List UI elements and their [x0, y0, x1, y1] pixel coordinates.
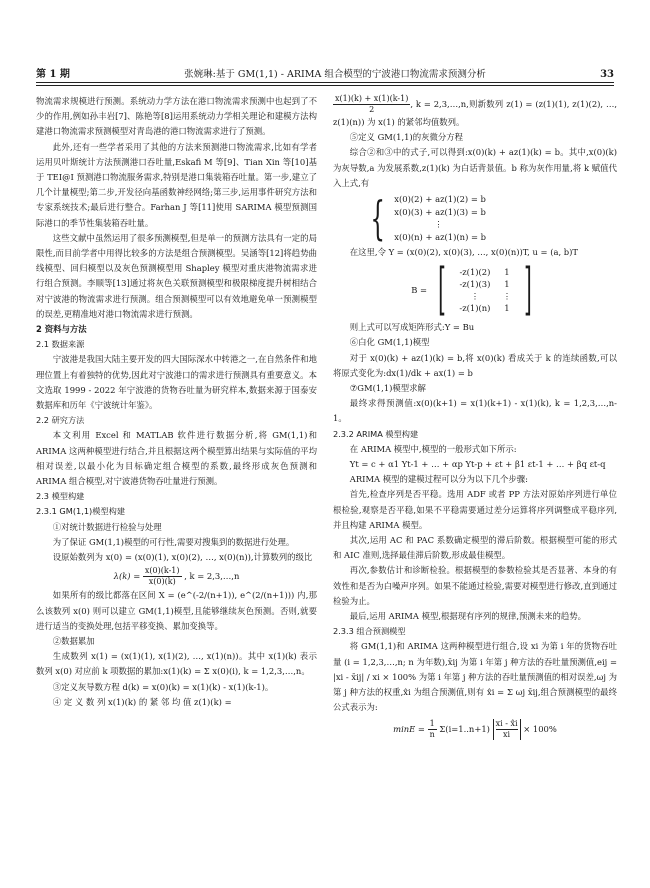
- matrix-cell: ⋮: [502, 291, 512, 302]
- paragraph: 最后,运用 ARIMA 模型,根据现有序列的规律,预测未来的趋势。: [349, 611, 587, 622]
- eq-tail: × 100%: [523, 723, 557, 734]
- equation-ratio: [36, 566, 317, 587]
- brace-symbol: {: [370, 191, 385, 246]
- paragraph: 则上式可以写成矩阵形式:Y = Bu: [349, 322, 475, 333]
- paragraph: 物流需求规模进行预测。系统动力学方法在港口物流需求预测中也起到了不少的作用,例如孙丰岩[7]、陈艳等[8]运用系统动力学相关理论和建模方法构建港口物流需求预测模型对青岛港的港口物流需求进行了预测。: [36, 96, 317, 137]
- equation-line: ⋮: [434, 219, 443, 230]
- eq-numerator: x(0)(k-1): [144, 566, 180, 576]
- step-label: ③定义灰导数方程 d(k) = x(0)(k) = x(1)(k) - x(1)(k-1)。: [52, 681, 274, 692]
- equation-system: [363, 191, 617, 246]
- matrix-B: [333, 257, 617, 323]
- matrix-cell: ⋮: [470, 291, 480, 302]
- equation-line: x(0)(2) + az(1)(2) = b: [394, 194, 486, 205]
- eq-denominator: xi: [503, 729, 511, 739]
- left-column: [36, 94, 317, 710]
- matrix-cell: -z(1)(2): [459, 267, 491, 278]
- paragraph: 此外,还有一些学者采用了其他的方法来预测港口物流需求,比如有学者运用贝叶斯统计方法预测港口吞吐量,Eskafi M 等[9]、Tian Xin 等[10]基于 TEI@I 预测港口物流服务需求,特别是港口集装箱吞吐量。第一步,建立了几个计量模型;第二步,开发径向基函数神经网络;第三步,运用事件研究方法和专家系统技术;最后进行整合。Farhan J 等[11]使用 SARIMA 模型预测国际港口的季节性集装箱吞吐量。: [36, 141, 317, 228]
- issue-label: 第 1 期: [36, 69, 70, 80]
- paragraph: ARIMA 模型的建模过程可以分为以下几个步骤:: [349, 474, 528, 485]
- eq-fraction: [333, 94, 410, 115]
- paragraph: , k = 2,3,…,n,则新数列 z(1) = (z(1)(1), z(1)(2), …, z(1)(n)) 为 x(1) 的紧邻均值数列。: [333, 99, 617, 127]
- equation-line: x(0)(3) + az(1)(3) = b: [394, 206, 486, 217]
- header-rule-thin: [36, 85, 614, 86]
- matrix-left-bracket: [: [438, 257, 446, 323]
- eq-denominator: x(0)(k): [148, 577, 176, 587]
- paragraph: 其次,运用 AC 和 PAC 系数确定模型的滞后阶数。根据模型可能的形式和 AIC 准则,选择最佳滞后阶数,形成最佳模型。: [333, 535, 617, 561]
- eq-abs-fraction: [493, 719, 521, 740]
- step-label: ④ 定 义 数 列 x(1)(k) 的 紧 邻 均 值 z(1)(k) =: [52, 696, 232, 707]
- step-label: ②数据累加: [52, 635, 95, 646]
- eq-numerator: 1: [429, 718, 435, 728]
- subsubsection-heading: 2.3.2 ARIMA 模型构建: [333, 428, 419, 439]
- eq-numerator: xi - x̂i: [495, 718, 518, 728]
- right-column: [333, 94, 617, 741]
- equation-lines: [394, 193, 486, 243]
- paragraph: 再次,参数估计和诊断检验。根据模型的参数检验其是否显著、本身的有效性和是否为白噪声序列。如果不能通过检验,需要对模型进行修改,直到通过检验为止。: [333, 565, 617, 606]
- eq-denominator: n: [429, 729, 435, 739]
- matrix-cell: 1: [504, 303, 510, 314]
- mean-sequence-definition: [333, 94, 617, 130]
- subsubsection-heading: 2.3.3 组合预测模型: [333, 626, 406, 637]
- subsubsection-heading: 2.3.1 GM(1,1)模型构建: [36, 506, 126, 517]
- step-label: ⑥白化 GM(1,1)模型: [349, 337, 430, 348]
- eq-sum: Σ(i=1..n+1): [439, 723, 490, 734]
- paragraph: 为了保证 GM(1,1)模型的可行性,需要对搜集到的数据进行处理。: [52, 536, 295, 547]
- paragraph: 在这里,令 Y = (x(0)(2), x(0)(3), …, x(0)(n))T, u = (a, b)T: [349, 247, 579, 258]
- subsection-heading: 2.1 数据来源: [36, 339, 85, 350]
- equation-arima: Yt = c + α1 Yt-1 + … + αp Yt-p + εt + β1 εt-1 + … + βq εt-q: [349, 459, 606, 470]
- paragraph: 最终求得预测值:x(0)(k+1) = x(1)(k+1) - x(1)(k), k = 1,2,3,…,n-1。: [333, 398, 617, 424]
- matrix-cell: -z(1)(3): [459, 279, 491, 290]
- step-label: ⑤定义 GM(1,1)的灰微分方程: [349, 132, 463, 143]
- subsection-heading: 2.3 模型构建: [36, 491, 85, 502]
- paragraph: 对于 x(0)(k) + az(1)(k) = b,将 x(0)(k) 看成关于 k 的连续函数,可以将原式变化为:dx(1)/dk + ax(1) = b: [333, 352, 617, 378]
- paragraph: 设原始数列为 x(0) = (x(0)(1), x(0)(2), …, x(0)(n)),计算数列的级比: [52, 552, 313, 563]
- matrix-grid: [453, 266, 517, 314]
- section-heading: 2 资料与方法: [36, 324, 87, 335]
- paragraph: 将 GM(1,1)和 ARIMA 这两种模型进行组合,设 xi 为第 i 年的货物吞吐量 (i = 1,2,3,…,n; n 为年数),x̄ij 为第 i 年第 j 种方法的吞吐量预测值,eij = |xi - x̄ij| / xi × 100% 为第 i 年第 j 种方法的吞吐量预测值的相对误差,ωj 为第 j 种方法的权重,x̂i 为组合预测值,则有 x̂i = Σ ωj x̄ij,组合预测模型的最终公式表示为:: [333, 641, 617, 713]
- eq-lhs: λ(k) =: [113, 571, 141, 582]
- paragraph: 综合②和③中的式子,可以得到:x(0)(k) + az(1)(k) = b。其中,x(0)(k) 为灰导数,a 为发展系数,z(1)(k) 为白话背景值。b 称为灰作用量,将 k 赋值代入上式,有: [333, 147, 617, 188]
- eq-lhs: minE =: [393, 723, 425, 734]
- matrix-right-bracket: ]: [524, 257, 532, 323]
- matrix-cell: -z(1)(n): [459, 303, 491, 314]
- header-rule-thick: [36, 82, 614, 83]
- running-title: 张婉琳:基于 GM(1,1) - ARIMA 组合模型的宁波港口物流需求预测分析: [184, 69, 486, 80]
- paragraph: 如果所有的级比都落在区间 X = (e^(-2/(n+1)), e^(2/(n+1))) 内,那么该数列 x(0) 则可以建立 GM(1,1)模型,且能够继续灰色预测。否则,就要进行适当的变换处理,包括平移变换、累加变换等。: [36, 590, 317, 631]
- eq-rhs: , k = 2,3,…,n: [184, 571, 240, 582]
- matrix-label: B =: [411, 284, 428, 295]
- paragraph: 在 ARIMA 模型中,模型的一般形式如下所示:: [349, 443, 517, 454]
- paragraph: 宁波港是我国大陆主要开发的四大国际深水中转港之一,在自然条件和地理位置上有着独特的优势,因此对宁波港口的需求进行预测具有重要意义。本文选取 1999 - 2022 年宁波港的货物吞吐量为研究样本,数据来源于国泰安数据库和历年《宁波统计年鉴》。: [36, 354, 317, 411]
- eq-fraction: [143, 566, 182, 587]
- step-label: ①对统计数据进行检验与处理: [52, 521, 162, 532]
- step-label: ⑦GM(1,1)模型求解: [349, 383, 426, 394]
- equation-min-error: [333, 719, 617, 740]
- page-number: 33: [600, 69, 614, 80]
- subsection-heading: 2.2 研究方法: [36, 415, 85, 426]
- paragraph: 这些文献中虽然运用了很多预测模型,但是单一的预测方法具有一定的局限性,而目前学者中用得比较多的方法是组合预测模型。吴涵等[12]将趋势曲线模型、回归模型以及灰色预测模型用 Shapley 模型对重庆港物流需求进行组合预测。李顺等[13]通过将灰色关联预测模型和极限梯度提升树相结合对宁波港的物流需求进行预测。组合预测模型可以有效地避免单一预测模型的误差,更精准地对港口物流需求进行预测。: [36, 232, 317, 319]
- paragraph: 首先,检查序列是否平稳。选用 ADF 或者 PP 方法对原始序列进行单位根检验,观察是否平稳,如果不平稳需要通过差分运算将序列调整成平稳序列,并且构建 ARIMA 模型。: [333, 489, 617, 530]
- equation-line: x(0)(n) + az(1)(n) = b: [394, 231, 487, 242]
- eq-fraction: [428, 719, 437, 740]
- matrix-cell: 1: [504, 279, 510, 290]
- eq-numerator: x(1)(k) + x(1)(k-1): [335, 94, 409, 103]
- eq-denominator: 2: [369, 105, 375, 114]
- matrix-cell: 1: [504, 267, 510, 278]
- paragraph: 生成数列 x(1) = (x(1)(1), x(1)(2), …, x(1)(n))。其中 x(1)(k) 表示数列 x(0) 对应前 k 项数据的累加:x(1)(k) = Σ x(0)(i), k = 1,2,3,…,n。: [36, 651, 317, 677]
- paragraph: 本文利用 Excel 和 MATLAB 软件进行数据分析,将 GM(1,1)和 ARIMA 这两种模型进行结合,并且根据这两个模型算出结果与实际值的平均相对误差,以最小化为目标确定组合模型的系数,最终形成灰色预测和 ARIMA 组合模型,对宁波港货物吞吐量进行预测。: [36, 430, 317, 487]
- running-header: [36, 64, 614, 80]
